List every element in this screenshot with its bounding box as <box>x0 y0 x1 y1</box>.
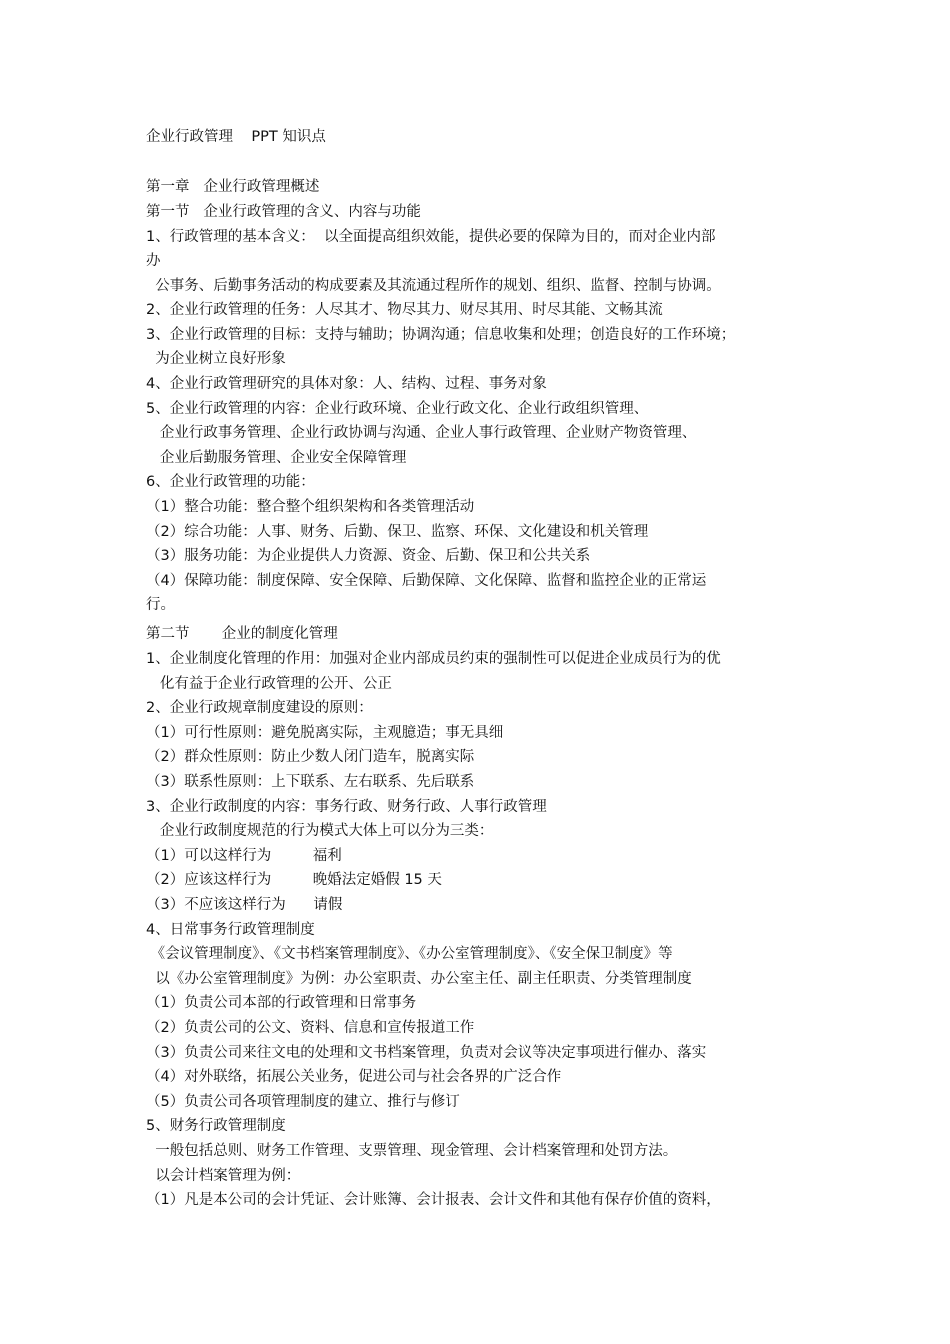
text-line: 2、企业行政管理的任务：人尽其才、物尽其力、财尽其用、时尽其能、文畅其流 <box>146 302 663 318</box>
section-heading: 第一节 企业行政管理的含义、内容与功能 <box>146 204 421 220</box>
text-line: 化有益于企业行政管理的公开、公正 <box>146 676 392 692</box>
text-line: 1、企业制度化管理的作用：加强对企业内部成员约束的强制性可以促进企业成员行为的优 <box>146 651 721 667</box>
text-line: 3、企业行政管理的目标：支持与辅助；协调沟通；信息收集和处理；创造良好的工作环境； <box>146 327 736 343</box>
text-line: 公事务、后勤事务活动的构成要素及其流通过程所作的规划、组织、监督、控制与协调。 <box>146 278 721 294</box>
text-line: 为企业树立良好形象 <box>146 351 286 367</box>
list-item: （1）可行性原则：避免脱离实际，主观臆造；事无具细 <box>146 725 504 741</box>
section-heading: 第二节 企业的制度化管理 <box>146 626 338 642</box>
list-item: （3）负责公司来往文电的处理和文书档案管理，负责对会议等决定事项进行催办、落实 <box>146 1045 707 1061</box>
list-item: （1）整合功能：整合整个组织架构和各类管理活动 <box>146 499 475 515</box>
list-item: （2）综合功能：人事、财务、后勤、保卫、监察、环保、文化建设和机关管理 <box>146 524 649 540</box>
list-item: （2）负责公司的公文、资料、信息和宣传报道工作 <box>146 1020 475 1036</box>
text-line: 5、企业行政管理的内容：企业行政环境、企业行政文化、企业行政组织管理、 <box>146 401 649 417</box>
text-line: 行。 <box>146 597 175 613</box>
list-item: （3）不应该这样行为 请假 <box>146 897 343 913</box>
text-line: 企业行政制度规范的行为模式大体上可以分为三类： <box>146 823 494 839</box>
text-line: 5、财务行政管理制度 <box>146 1118 286 1134</box>
text-line: 3、企业行政制度的内容：事务行政、财务行政、人事行政管理 <box>146 799 547 815</box>
text-line: 4、日常事务行政管理制度 <box>146 922 315 938</box>
text-line: 企业后勤服务管理、企业安全保障管理 <box>146 450 407 466</box>
text-line: 以《办公室管理制度》为例：办公室职责、办公室主任、副主任职责、分类管理制度 <box>146 971 692 987</box>
text-line: 《会议管理制度》、《文书档案管理制度》、《办公室管理制度》、《安全保卫制度》等 <box>146 946 673 962</box>
text-line: 1、行政管理的基本含义： 以全面提高组织效能，提供必要的保障为目的，而对企业内部 <box>146 229 716 245</box>
list-item: （1）负责公司本部的行政管理和日常事务 <box>146 995 417 1011</box>
text-line: 4、企业行政管理研究的具体对象：人、结构、过程、事务对象 <box>146 376 547 392</box>
text-line: 办 <box>146 253 161 269</box>
list-item: （1）凡是本公司的会计凭证、会计账簿、会计报表、会计文件和其他有保存价值的资料， <box>146 1192 721 1208</box>
list-item: （4）对外联络，拓展公关业务，促进公司与社会各界的广泛合作 <box>146 1069 562 1085</box>
chapter-heading: 第一章 企业行政管理概述 <box>146 179 320 195</box>
text-line: 企业行政事务管理、企业行政协调与沟通、企业人事行政管理、企业财产物资管理、 <box>146 425 697 441</box>
list-item: （5）负责公司各项管理制度的建立、推行与修订 <box>146 1094 460 1110</box>
text-line: 2、企业行政规章制度建设的原则： <box>146 700 373 716</box>
list-item: （3）联系性原则：上下联系、左右联系、先后联系 <box>146 774 475 790</box>
list-item: （1）可以这样行为 福利 <box>146 848 342 864</box>
text-line: 6、企业行政管理的功能： <box>146 474 315 490</box>
list-item: （4）保障功能：制度保障、安全保障、后勤保障、文化保障、监督和监控企业的正常运 <box>146 573 707 589</box>
list-item: （3）服务功能：为企业提供人力资源、资金、后勤、保卫和公共关系 <box>146 548 591 564</box>
list-item: （2）应该这样行为 晚婚法定婚假 15 天 <box>146 872 442 888</box>
text-line: 一般包括总则、财务工作管理、支票管理、现金管理、会计档案管理和处罚方法。 <box>146 1143 678 1159</box>
text-line: 以会计档案管理为例： <box>146 1168 301 1184</box>
list-item: （2）群众性原则：防止少数人闭门造车，脱离实际 <box>146 749 475 765</box>
doc-title: 企业行政管理 PPT 知识点 <box>146 129 326 145</box>
